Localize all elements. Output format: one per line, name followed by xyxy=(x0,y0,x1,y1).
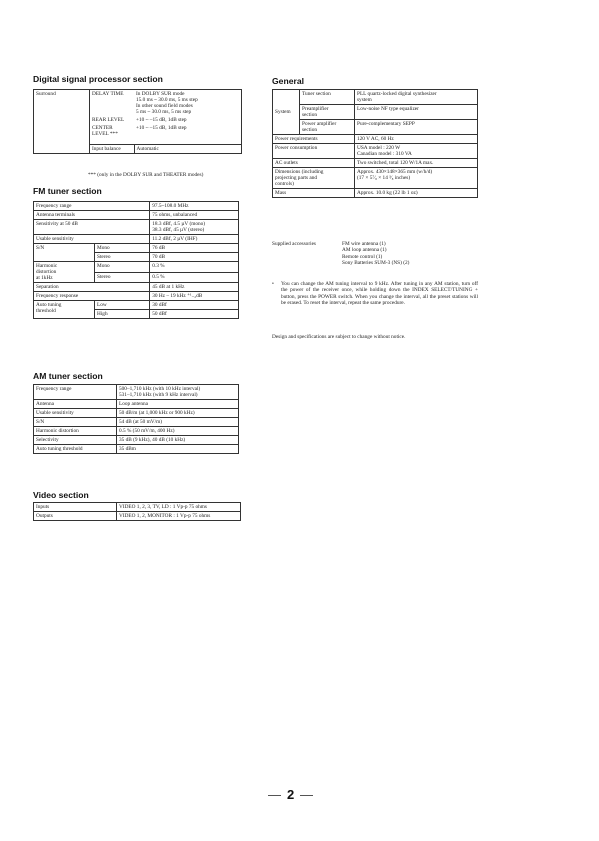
fm-auto-label: Auto tuning threshold xyxy=(34,301,95,319)
preamp-section-value: Low-noise NF type equalizer xyxy=(355,105,478,120)
fm-fresp-label: Frequency response xyxy=(34,292,150,301)
video-outputs-value: VIDEO 1, 2, MONITOR : 1 Vp-p 75 ohms xyxy=(117,512,241,521)
delay-time-value: In DOLBY SUR mode 15.0 ms ~ 30.0 ms, 5 ms step In other sound field modes 5 ms ~ 30.0 ms, 5 ms step xyxy=(134,90,242,117)
poweramp-section-value: Pure-complementary SEPP xyxy=(355,120,478,135)
am-freq-label: Frequency range xyxy=(34,385,117,400)
am-sn-label: S/N xyxy=(34,418,117,427)
poweramp-section-label: Power amplifier section xyxy=(300,120,355,135)
fm-sn-mono-value: 76 dB xyxy=(150,244,239,253)
fm-hd-mono-value: 0.3 % xyxy=(150,262,239,273)
fm-sens50-value: 18.3 dBf, 4.5 µV (mono) 38.3 dBf, 45 µV (stereo) xyxy=(150,220,239,235)
input-balance-label: Input balance xyxy=(90,145,135,154)
general-spec-table xyxy=(272,89,478,198)
tuner-section-value: PLL quartz-locked digital synthesizer system xyxy=(355,90,478,105)
tuner-section-label: Tuner section xyxy=(300,90,355,105)
am-freq-value: 500–1,710 kHz (with 10 kHz interval) 531–1,710 kHz (with 9 kHz interval) xyxy=(117,385,239,400)
fm-hd-mono-label: Mono xyxy=(95,262,150,273)
dash-decoration xyxy=(268,795,281,796)
delay-time-label: DELAY TIME xyxy=(90,90,135,117)
dsp-footnote: *** (only in the DOLBY SUR and THEATER modes) xyxy=(88,172,204,178)
fm-auto-low-value: 30 dBf xyxy=(150,301,239,310)
am-auto-label: Auto tuning threshold xyxy=(34,445,117,454)
fm-auto-high-label: High xyxy=(95,310,150,319)
preamp-section-label: Preamplifier section xyxy=(300,105,355,120)
fm-hd-stereo-value: 0.5 % xyxy=(150,272,239,283)
general-section-title: General xyxy=(272,76,305,86)
fm-spec-table xyxy=(33,201,239,319)
rear-level-label: REAR LEVEL xyxy=(90,116,135,124)
am-usable-value: 50 dB/m (at 1,000 kHz or 900 kHz) xyxy=(117,409,239,418)
fm-auto-low-label: Low xyxy=(95,301,150,310)
center-level-label: CENTER LEVEL *** xyxy=(90,124,135,138)
fm-freq-label: Frequency range xyxy=(34,202,150,211)
fm-sn-label: S/N xyxy=(34,244,95,262)
fm-sn-stereo-value: 70 dB xyxy=(150,253,239,262)
am-interval-note-text: You can change the AM tuning interval to 9 kHz. After tuning in any AM station, turn off the power of the receiver once, while holding down the INDEX SELECT/TUNING + button, press the POWER switch. When you change the interval, all the preset stations will be erased. To reset the interval, repeat the same procedure. xyxy=(281,281,478,306)
video-spec-table xyxy=(33,502,241,521)
am-usable-label: Usable sensitivity xyxy=(34,409,117,418)
power-req-value: 120 V AC, 60 Hz xyxy=(355,135,478,144)
am-section-title: AM tuner section xyxy=(33,371,103,381)
fm-sens50-label: Sensitivity at 50 dB xyxy=(34,220,150,235)
am-auto-value: 35 dBm xyxy=(117,445,239,454)
fm-sep-label: Separation xyxy=(34,283,150,292)
center-level-value: +10 ~ –15 dB, 1dB step xyxy=(134,124,242,138)
fm-hd-label: Harmonic distortion at 1kHz xyxy=(34,262,95,283)
am-antenna-value: Loop antenna xyxy=(117,400,239,409)
power-req-label: Power requirements xyxy=(273,135,355,144)
fm-freq-value: 97.5~108.0 MHz xyxy=(150,202,239,211)
fm-sn-mono-label: Mono xyxy=(95,244,150,253)
fm-usable-value: 11.2 dBf, 2 µV (IHF) xyxy=(150,235,239,244)
video-outputs-label: Outputs xyxy=(34,512,117,521)
am-spec-table xyxy=(33,384,239,454)
dash-decoration xyxy=(300,795,313,796)
page-number-footer xyxy=(262,787,319,802)
supplied-accessories xyxy=(272,241,482,266)
am-antenna-label: Antenna xyxy=(34,400,117,409)
am-interval-note xyxy=(272,281,478,306)
am-hd-value: 0.5 % (50 mV/m, 400 Hz) xyxy=(117,427,239,436)
ac-outlets-label: AC outlets xyxy=(273,159,355,168)
design-notice: Design and specifications are subject to change without notice. xyxy=(272,334,406,340)
fm-section-title: FM tuner section xyxy=(33,186,102,196)
list-item: Sony Batteries SUM-3 (NS) (2) xyxy=(342,259,410,266)
ac-outlets-value: Two switched, total 120 W/1A max. xyxy=(355,159,478,168)
dsp-spec-table xyxy=(33,89,242,154)
input-balance-value: Automatic xyxy=(134,145,242,154)
fm-antenna-value: 75 ohms, unbalanced xyxy=(150,211,239,220)
power-cons-value: USA model : 220 W Canadian model : 310 VA xyxy=(355,144,478,159)
am-sn-value: 54 dB (at 50 mV/m) xyxy=(117,418,239,427)
fm-hd-stereo-label: Stereo xyxy=(95,272,150,283)
am-hd-label: Harmonic distortion xyxy=(34,427,117,436)
video-inputs-value: VIDEO 1, 2, 3, TV, LD : 1 Vp-p 75 ohms xyxy=(117,503,241,512)
video-section-title: Video section xyxy=(33,490,89,500)
supplied-accessories-label: Supplied accessories xyxy=(272,241,316,247)
dsp-section-title: Digital signal processor section xyxy=(33,74,163,84)
fm-antenna-label: Antenna terminals xyxy=(34,211,150,220)
fm-fresp-value: 30 Hz – 19 kHz ⁺¹₋₂dB xyxy=(150,292,239,301)
power-cons-label: Power consumption xyxy=(273,144,355,159)
mass-label: Mass xyxy=(273,189,355,198)
system-label: System xyxy=(273,90,300,135)
fm-auto-high-value: 50 dBf xyxy=(150,310,239,319)
list-item: AM loop antenna (1) xyxy=(342,247,387,254)
fm-sn-stereo-label: Stereo xyxy=(95,253,150,262)
note-bullet: • xyxy=(272,281,274,287)
list-item: Remote control (1) xyxy=(342,253,383,260)
dimensions-value: Approx. 430×148×365 mm (w/h/d) (17 × 5⁷⁄₈ × 14 ³⁄₈ inches) xyxy=(355,168,478,189)
surround-label: Surround xyxy=(34,90,90,154)
video-inputs-label: Inputs xyxy=(34,503,117,512)
dimensions-label: Dimensions (including projecting parts and controls) xyxy=(273,168,355,189)
list-item: FM wire antenna (1) xyxy=(342,241,386,247)
mass-value: Approx. 10.0 kg (22 lb 1 oz) xyxy=(355,189,478,198)
fm-sep-value: 45 dB at 1 kHz xyxy=(150,283,239,292)
rear-level-value: +10 ~ –15 dB, 1dB step xyxy=(134,116,242,124)
fm-usable-label: Usable sensitivity xyxy=(34,235,150,244)
supplied-accessories-list xyxy=(342,241,409,266)
am-sel-label: Selectivity xyxy=(34,436,117,445)
page-number: 2 xyxy=(287,787,295,802)
am-sel-value: 35 dB (9 kHz), 40 dB (10 kHz) xyxy=(117,436,239,445)
